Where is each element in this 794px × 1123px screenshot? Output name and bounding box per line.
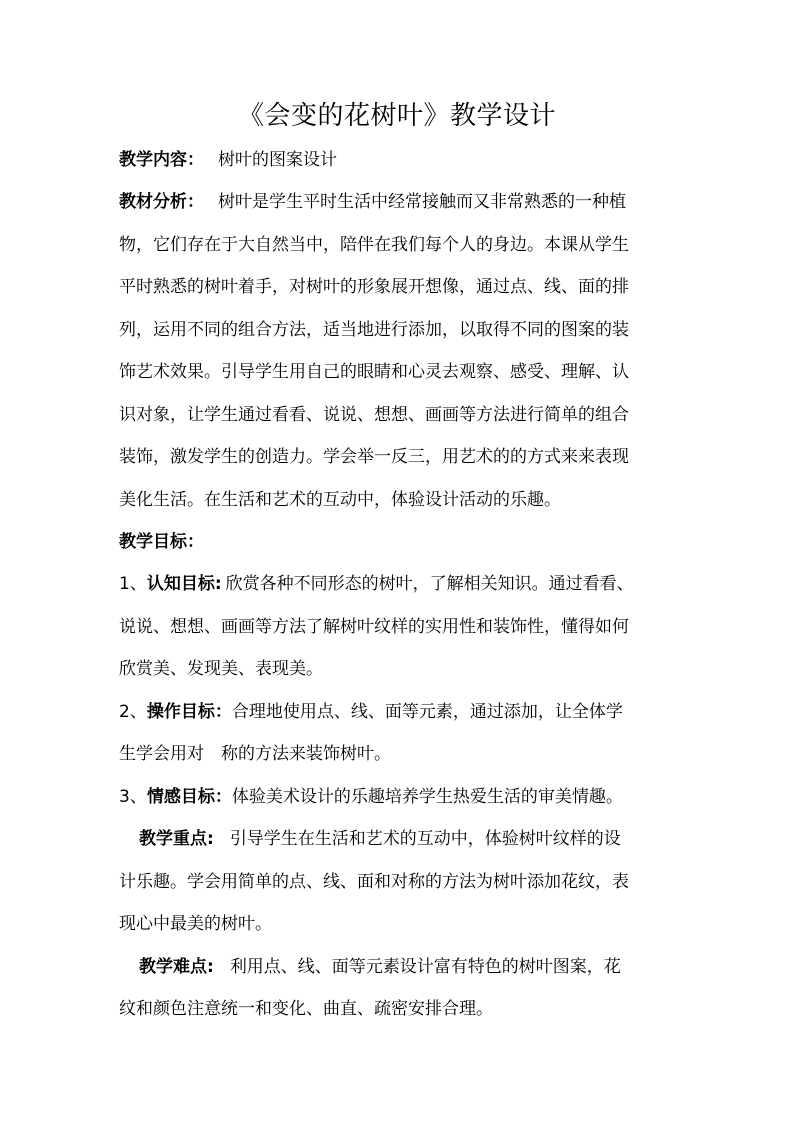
goal-1-label: 认知目标 (146, 574, 215, 594)
difficulty-line-2: 纹和颜色注意统一和变化、曲直、疏密安排合理。 (119, 999, 493, 1019)
analysis-line-8: 美化生活。在生活和艺术的互动中，体验设计活动的乐趣。 (119, 490, 561, 510)
goal-1-text-1: 欣赏各种不同形态的树叶，了解相关知识。通过看看、 (225, 574, 634, 594)
teaching-content-text: 树叶的图案设计 (218, 150, 337, 170)
analysis-line-5: 饰艺术效果。引导学生用自己的眼睛和心灵去观察、感受、理解、认 (119, 362, 629, 382)
goal-2-number: 2、 (119, 702, 147, 722)
difficulty-colon: : (207, 957, 214, 977)
document-title: 《会变的花树叶》教学设计 (237, 101, 556, 131)
analysis-line-3: 平时熟悉的树叶着手，对树叶的形象展开想像，通过点、线、面的排 (119, 277, 629, 297)
analysis-line-6: 识对象，让学生通过看看、说说、想想、画画等方法进行简单的组合 (119, 405, 629, 425)
key-point-label: 教学重点 (139, 829, 207, 849)
difficulty-text-1: 利用点、线、面等元素设计富有特色的树叶图案，花 (229, 957, 621, 977)
goal-1-line-3: 欣赏美、发现美、表现美。 (119, 659, 323, 679)
goal-2-text-1: 合理地使用点、线、面等元素，通过添加，让全体学 (231, 702, 623, 722)
teaching-content-line (119, 143, 337, 177)
goal-2-label: 操作目标： (146, 702, 232, 722)
goal-1-number: 1、 (119, 574, 147, 594)
analysis-line-1 (119, 185, 626, 219)
goal-3-number: 3、 (119, 787, 147, 807)
goal-2-line-2: 生学会用对 称的方法来装饰树叶。 (119, 744, 391, 764)
goal-1-line-2: 说说、想想、画画等方法了解树叶纹样的实用性和装饰性，懂得如何 (119, 617, 629, 637)
key-point-line-2: 计乐趣。学会用简单的点、线、面和对称的方法为树叶添加花纹，表 (119, 872, 629, 892)
analysis-line-4: 列，运用不同的组合方法，适当地进行添加，以取得不同的图案的装 (119, 320, 629, 340)
key-point-line-1 (119, 822, 621, 856)
goal-3-line-1 (119, 780, 623, 814)
goal-1-line-1 (119, 567, 634, 601)
difficulty-label: 教学难点 (139, 957, 207, 977)
goals-heading: 教学目标： (119, 532, 204, 552)
key-point-text-1: 引导学生在生活和艺术的互动中，体验树叶纹样的设 (229, 829, 621, 849)
teaching-content-label: 教学内容： (119, 150, 204, 170)
analysis-label: 教材分析： (119, 192, 204, 212)
analysis-line-7: 装饰，激发学生的创造力。学会举一反三，用艺术的的方式来来表现 (119, 447, 629, 467)
key-point-line-3: 现心中最美的树叶。 (119, 914, 272, 934)
goal-3-label: 情感目标： (146, 787, 232, 807)
goal-1-colon: : (214, 574, 222, 594)
analysis-line-2: 物，它们存在于大自然当中，陪伴在我们每个人的身边。本课从学生 (119, 235, 629, 255)
analysis-text-1: 树叶是学生平时生活中经常接触而又非常熟悉的一种植 (218, 192, 626, 212)
goal-2-line-1 (119, 695, 623, 729)
key-point-colon: : (207, 829, 214, 849)
difficulty-line-1 (119, 950, 621, 984)
goal-3-text-1: 体验美术设计的乐趣培养学生热爱生活的审美情趣。 (231, 787, 623, 807)
